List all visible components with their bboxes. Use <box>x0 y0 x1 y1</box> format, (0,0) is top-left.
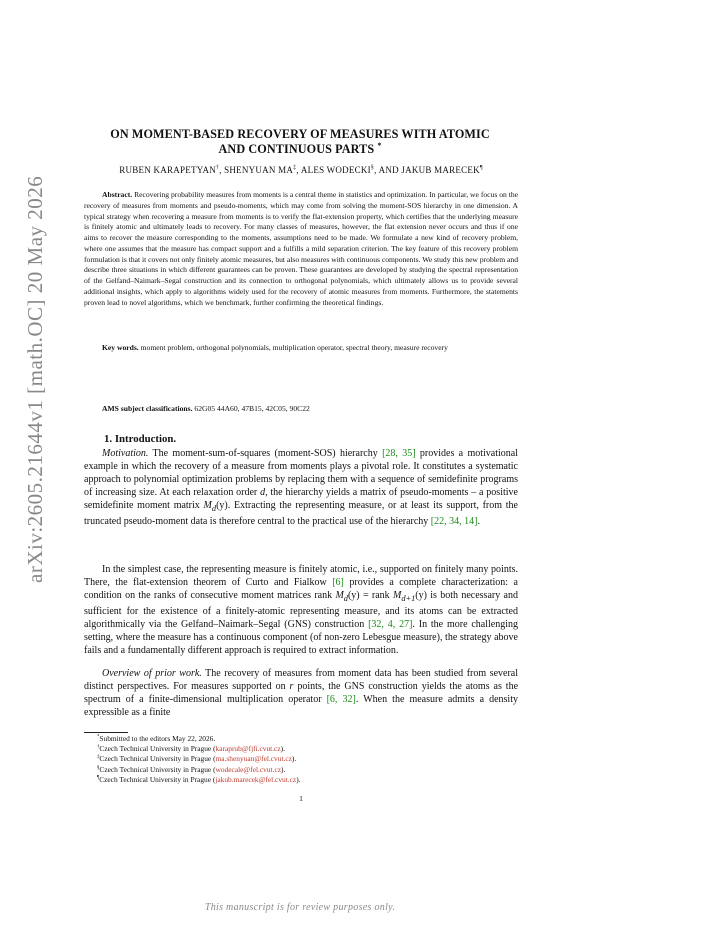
section-number: 1. <box>104 433 113 445</box>
paper-title <box>80 127 520 157</box>
citation-link[interactable]: [28, 35] <box>382 448 416 459</box>
author-2-mark: ‡ <box>293 165 297 171</box>
footnote-affiliation-2 <box>97 754 517 764</box>
p2-text: = rank <box>359 589 393 601</box>
fn-close: ). <box>280 744 285 753</box>
fn-close: ). <box>281 765 286 774</box>
p1-lead: Motivation. <box>102 448 149 459</box>
p3-lead: Overview of prior work. <box>102 668 202 679</box>
p1-text: , the hierarchy yields a matrix of pseudo-moments – a positive semidefinite moment matrix <box>84 486 518 511</box>
author-4-mark: ¶ <box>479 165 483 171</box>
ams-classifications <box>84 404 518 413</box>
math-arg: (y) <box>415 589 427 601</box>
email-link[interactable]: wodecale@fel.cvut.cz <box>215 765 282 774</box>
paragraph-motivation <box>84 448 518 529</box>
math-sub: d+1 <box>401 593 416 603</box>
author-1-mark: † <box>215 165 220 171</box>
author-4: JAKUB MARECEK <box>401 165 480 175</box>
p2-text: provides a complete characterization: a condition on the ranks of consecutive moment matrices rank <box>84 576 518 601</box>
math-var: M <box>203 499 212 511</box>
math-sub: d <box>211 503 217 513</box>
abstract-label: Abstract. <box>102 190 133 199</box>
author-sep: , <box>296 165 301 175</box>
abstract-text: Recovering probability measures from moments is a central theme in statistics and optimization. In particular, we focus on the recovery of measures from moments and pseudo-moments, which may come from solving the moment-SOS hierarchy in one dimension. A typical strategy when recovering a measure from moments is to verify the flat-extension property, which certifies that the underlying measure is finitely atomic and ultimately leads to recovery. For many classes of measures, however, the flat extension never occurs and thus if one aims to recover the measure corresponding to the moments, assumptions need to be made. We formulate a new kind of recovery problem, where one assumes that the measure has compact support and a fulfills a mild separation criterion. The key feature of this recovery problem formulation is that it covers not only finitely atomic measures, but also measures with continuous components. We study this new problem and describe three situations in which different guarantees can be proven. These guarantees are developed by studying the spectral representation of the Gelfand–Naimark–Segal construction and its connection to orthogonal polynomials, which ultimately allows us to provide several additional insights, which apply to algorithms widely used for the recovery of atomic measures from moments. Furthermore, the statements proven lead to novel algorithms, which we benchmark, further confirming the theoretical findings. <box>84 190 518 307</box>
fn-text: Submitted to the editors May 22, 2026. <box>99 734 216 743</box>
p1-text: . Extracting the representing measure, or at least its support, from the truncated pseudo-moment data is therefore central to the practical use of the hierarchy <box>84 499 518 527</box>
fn-text: Czech Technical University in Prague ( <box>99 765 216 774</box>
math-var: d <box>260 486 266 498</box>
p2-text: In the simplest case, the representing measure is finitely atomic, i.e., supported on finitely many points. There, the flat-extension theorem of Curto and Fialkow <box>84 564 518 588</box>
p2-text: . In the more challenging setting, where the measure has a continuous component (of non-zero Lebesgue measure), the strategy above fails and a fundamentally different approach is required to extract information. <box>84 618 518 656</box>
math-arg: (y) <box>347 589 360 601</box>
title-line-1: ON MOMENT-BASED RECOVERY OF MEASURES WITH ATOMIC <box>110 127 490 141</box>
fn-mark: † <box>97 744 100 750</box>
p3-text: points, the GNS construction yields the atoms as the spectrum of a finite-dimensional multiplication operator <box>84 680 519 705</box>
math-var: M <box>335 589 344 601</box>
citation-link[interactable]: [22, 34, 14] <box>430 515 478 527</box>
abstract <box>84 190 518 308</box>
fn-mark: ¶ <box>97 775 100 781</box>
footnote-affiliation-4 <box>97 775 517 785</box>
fn-mark: * <box>97 734 100 740</box>
keywords-label: Key words. <box>102 343 139 352</box>
fn-close: ). <box>291 754 297 763</box>
p3-text: . When the measure admits a density expressible as a finite <box>84 693 518 718</box>
paragraph-atomic-case <box>84 564 518 658</box>
title-footnote-mark: * <box>377 140 382 150</box>
citation-link[interactable]: [32, 4, 27] <box>368 618 413 630</box>
email-link[interactable]: karaprub@fjfi.cvut.cz <box>215 744 281 753</box>
footnote-submitted <box>97 734 517 744</box>
review-footer: This manuscript is for review purposes only. <box>204 902 396 913</box>
section-title: Introduction. <box>114 433 177 445</box>
math-var: M <box>392 589 402 601</box>
fn-close: ). <box>296 775 301 784</box>
author-3: ALES WODECKI <box>300 165 371 175</box>
keywords-text: moment problem, orthogonal polynomials, multiplication operator, spectral theory, measure recovery <box>140 343 448 352</box>
paragraph-prior-work <box>84 668 518 720</box>
fn-text: Czech Technical University in Prague ( <box>99 754 216 763</box>
fn-text: Czech Technical University in Prague ( <box>99 744 216 753</box>
p3-text: The recovery of measures from moment data has been studied from several distinct perspectives. For measures supported on <box>84 668 519 692</box>
math-var: r <box>289 680 294 692</box>
p1-text: provides a motivational example in which the recovery of a measure from moments plays a pivotal role. It constitutes a systematic approach to polynomial optimization problems by replacing them with a sequence of semidefinite programs of increasing size. At each relaxation order <box>84 448 518 498</box>
fn-text: Czech Technical University in Prague ( <box>99 775 216 784</box>
math-arg: (y) <box>216 499 228 511</box>
footnote-affiliation-1 <box>97 744 517 754</box>
citation-link[interactable]: [6] <box>332 576 344 588</box>
p1-text: . <box>477 515 480 527</box>
title-line-2: AND CONTINUOUS PARTS <box>218 142 375 156</box>
author-and: , AND <box>374 165 402 175</box>
author-1: RUBEN KARAPETYAN <box>119 165 216 175</box>
section-heading <box>104 433 176 445</box>
footnote-rule <box>84 732 128 733</box>
citation-link[interactable]: [6, 32] <box>326 693 356 705</box>
p2-text: is both necessary and sufficient for the existence of a finitely-atomic representing measure, and its atoms can be extracted algorithmically via the Gelfand–Naimark–Segal (GNS) construction <box>84 589 518 630</box>
author-list <box>82 165 520 175</box>
author-3-mark: § <box>370 165 375 171</box>
author-2: SHENYUAN MA <box>224 165 294 175</box>
fn-mark: ‡ <box>97 754 100 760</box>
keywords <box>84 343 518 354</box>
page-number: 1 <box>299 794 303 803</box>
footnote-affiliation-3 <box>97 765 517 775</box>
email-link[interactable]: ma.shenyuan@fel.cvut.cz <box>215 754 292 763</box>
ams-text: 62G05 44A60, 47B15, 42C05, 90C22 <box>194 404 310 413</box>
p1-text: The moment-sum-of-squares (moment-SOS) hierarchy <box>148 448 383 459</box>
fn-mark: § <box>97 765 100 771</box>
math-sub: d <box>343 593 348 603</box>
ams-label: AMS subject classifications. <box>102 404 193 413</box>
author-sep: , <box>219 165 225 175</box>
arxiv-side-stamp: arXiv:2605.21644v1 [math.OC] 20 May 2026 <box>23 175 47 583</box>
email-link[interactable]: jakub.marecek@fel.cvut.cz <box>215 775 297 784</box>
